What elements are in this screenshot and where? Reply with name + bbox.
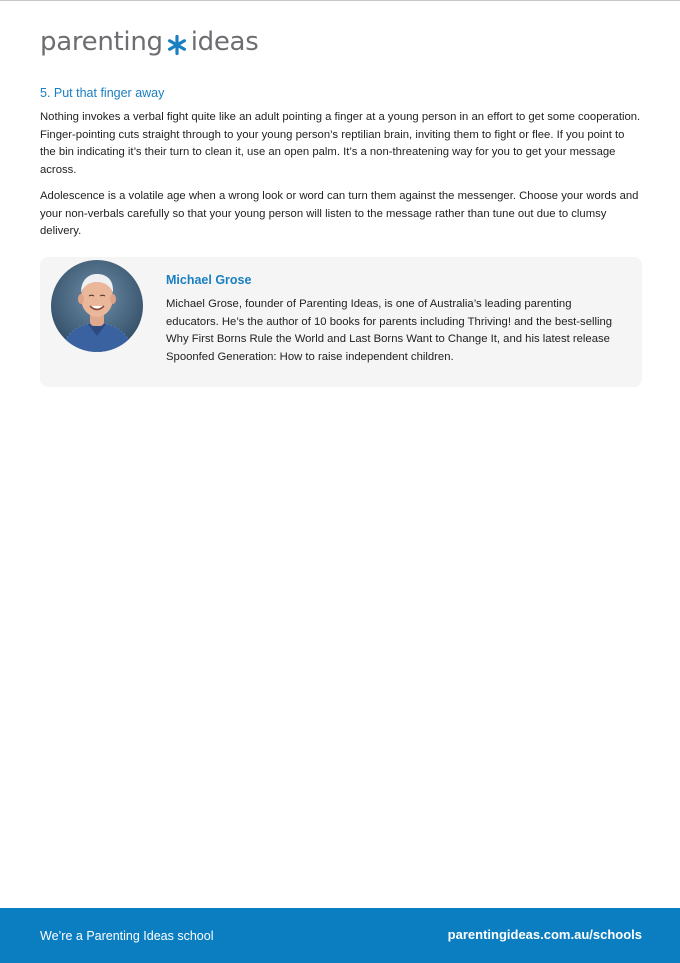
author-bio-card [40, 257, 642, 387]
footer-bar [0, 908, 680, 963]
article-section [40, 84, 642, 250]
top-rule [0, 0, 680, 1]
logo-text-ideas: ideas [190, 27, 259, 57]
parenting-ideas-logo [40, 26, 258, 58]
section-heading: 5. Put that finger away [40, 86, 165, 100]
author-bio: Michael Grose, founder of Parenting Ideas, is one of Australia’s leading parenting educators. He’s the author of 10 books for parents including Thriving! and the best-selling Why First Borns Rule the World and Last Borns Want to Change It, and his latest release Spoonfed Generation: How to raise independent children. [166, 298, 613, 363]
paragraph-1: Nothing invokes a verbal fight quite like an adult pointing a finger at a young person in an effort to get some cooperation. Finger-pointing cuts straight through to your young person’s reptilian brain, inviting them to fight or flee. If you point to the bin indicating it’s their turn to clean it, use an open palm. It’s a non-threatening way for you to get your message across. [40, 111, 641, 176]
footer-school-label: We’re a Parenting Ideas school [40, 929, 214, 943]
logo-text-parenting: parenting [40, 27, 163, 57]
author-text [166, 271, 626, 366]
footer-website-link[interactable]: parentingideas.com.au/schools [447, 927, 642, 942]
author-avatar [51, 260, 143, 352]
asterisk-star-icon [166, 32, 188, 54]
author-name: Michael Grose [166, 273, 252, 287]
paragraph-2: Adolescence is a volatile age when a wrong look or word can turn them against the messenger. Choose your words and your non-verbals carefully so that your young person will listen to the message rather than tune out due to clumsy delivery. [40, 190, 639, 237]
